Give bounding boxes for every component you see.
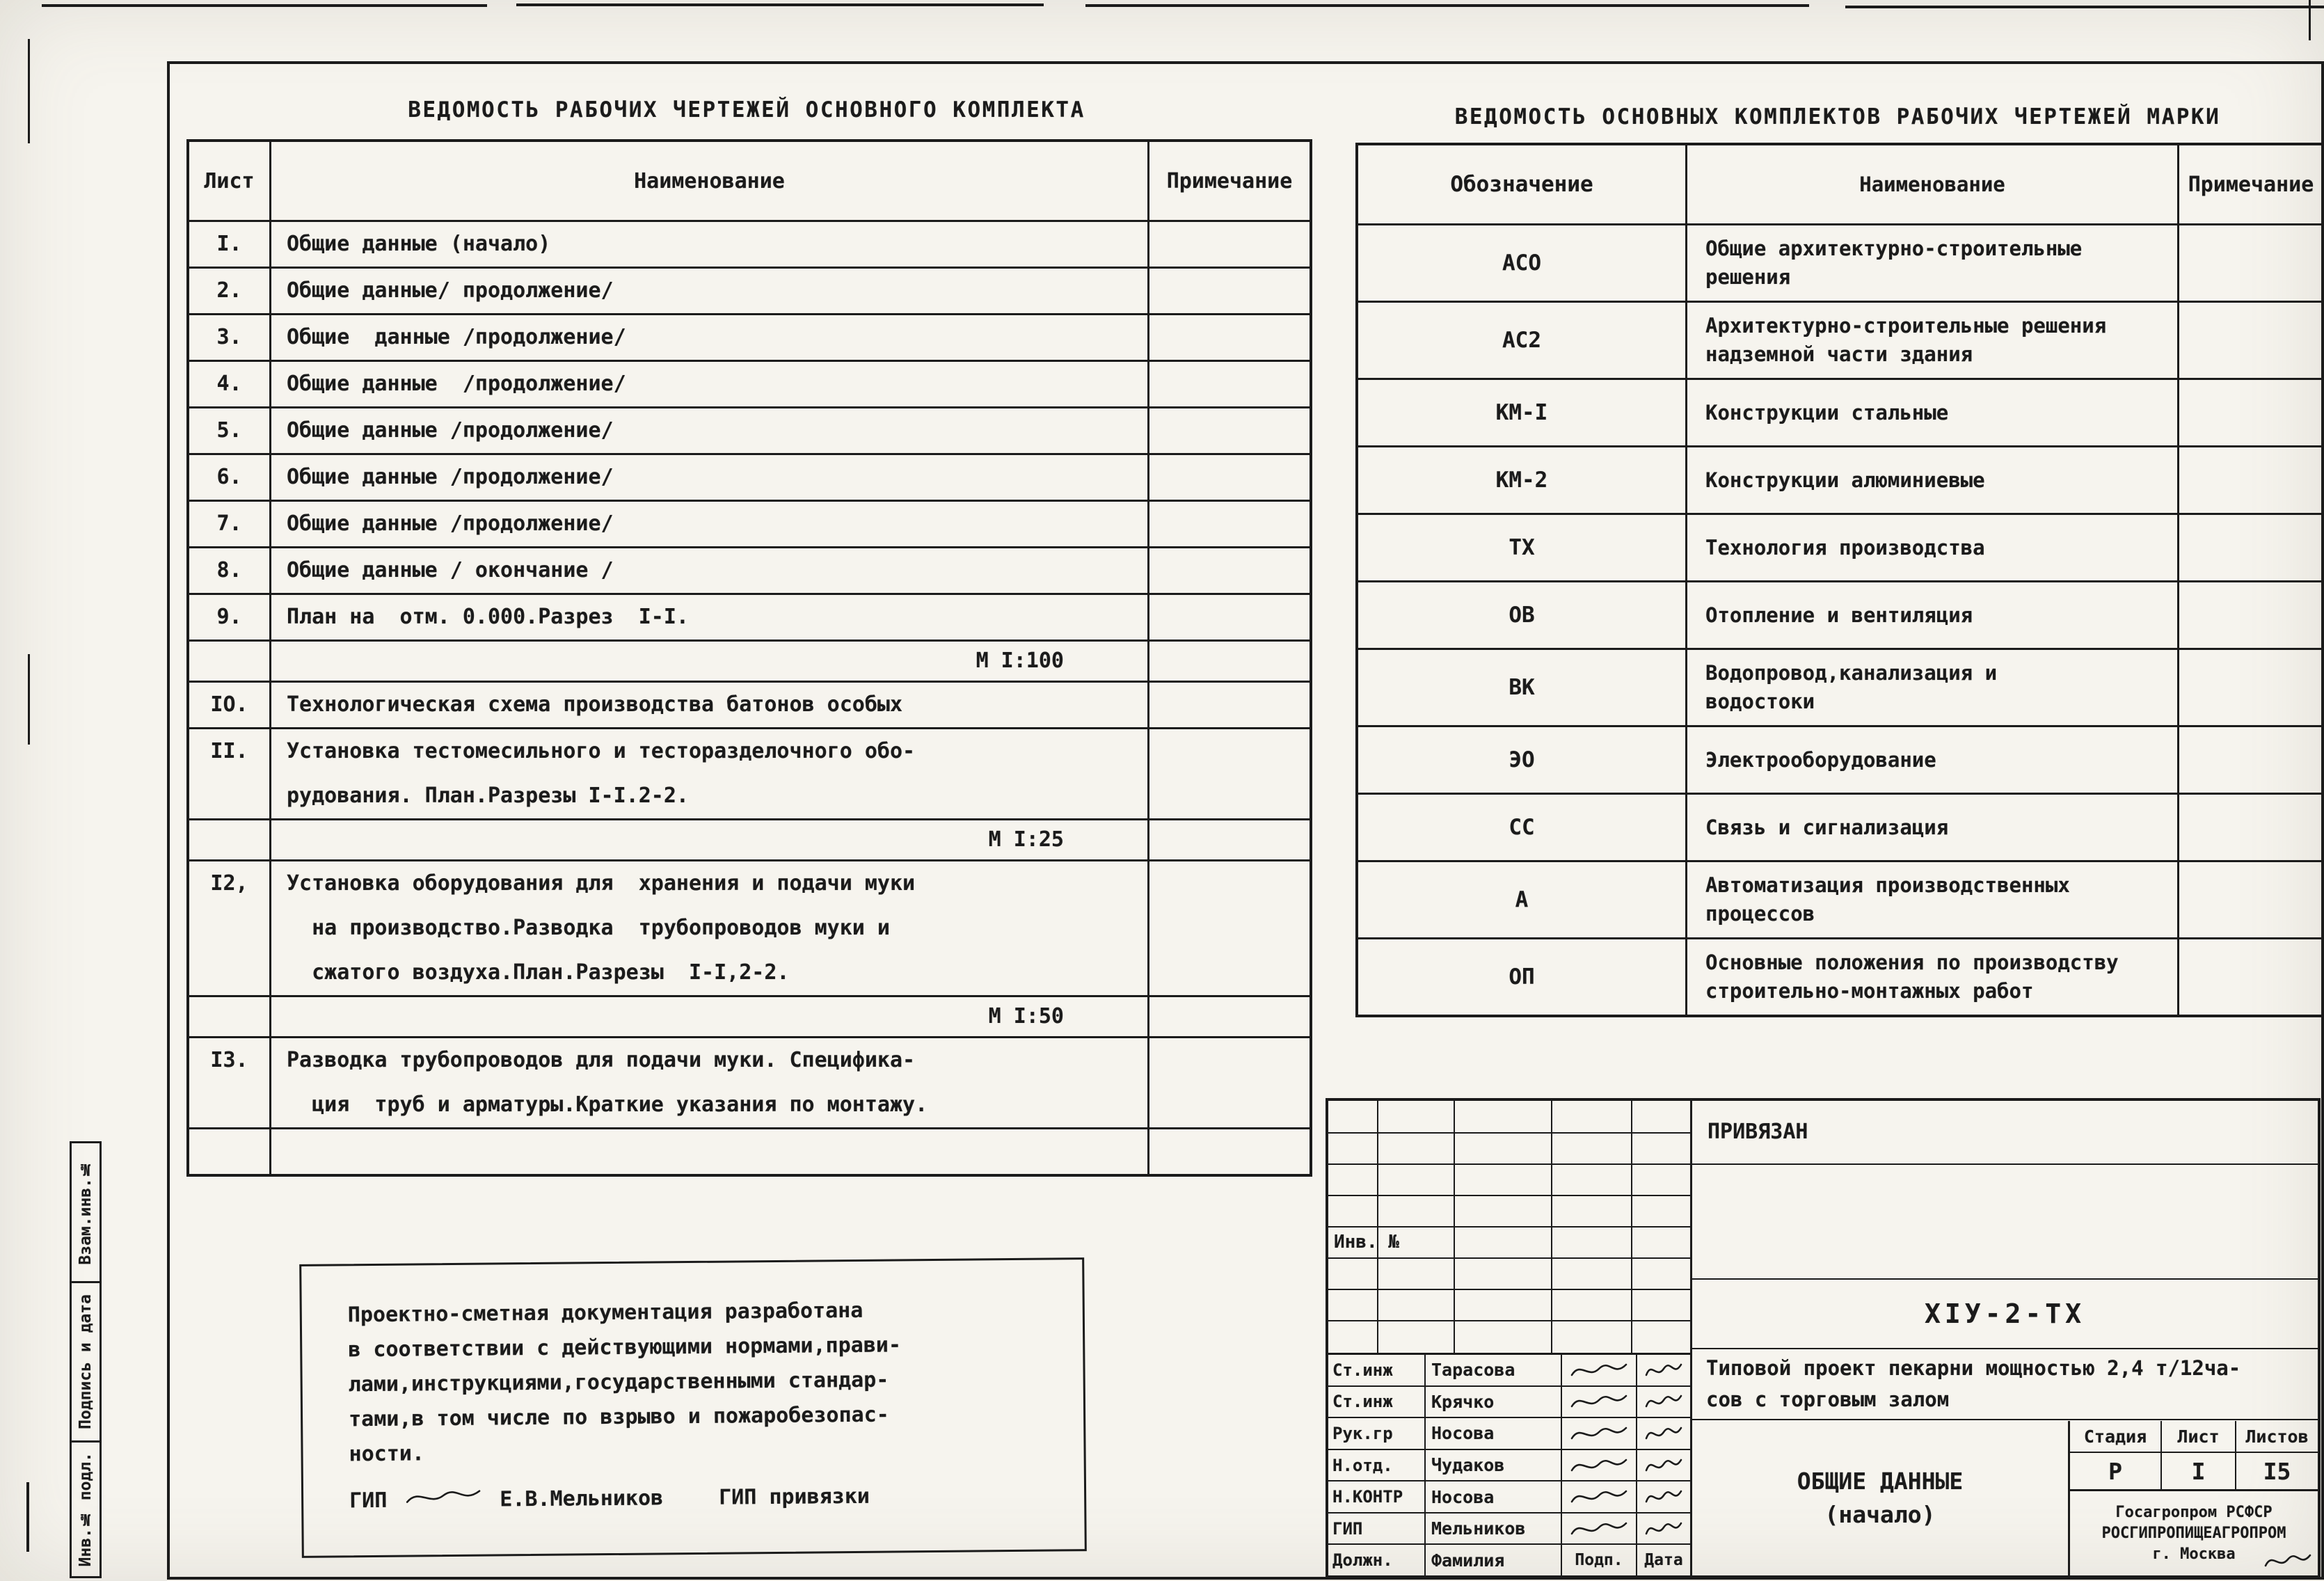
table-row [1358,580,2323,648]
table-row [1358,648,2323,725]
document-code: ХIУ-2-ТХ [1924,1298,2086,1329]
set-name-line: строительно-монтажных работ [1705,979,2034,1003]
drawing-name-line: Общие данные (начало) [287,232,551,256]
sheet-number: 7. [216,511,242,536]
signature-date-cell [1636,1481,1690,1512]
note-cell [1147,595,1310,639]
signature-row [1328,1355,1690,1385]
note-cell [1147,548,1310,593]
note-cell [1147,861,1310,995]
note-text-line: Проектно-сметная документация разработана [347,1298,863,1328]
signature-scribble [1644,1518,1683,1539]
drawing-name-cell [271,861,1147,995]
sheet-number [189,1129,269,1174]
drawing-name-cell [271,502,1147,546]
table-row [189,500,1310,546]
signature-scribble [405,1486,481,1514]
table-row [1358,223,2323,301]
note-cell [2177,380,2323,445]
sheet-number: 6. [216,465,242,489]
stamp-line [1692,1419,2318,1420]
sheet-number: 3. [216,325,242,349]
signature-name: Мельников [1424,1514,1561,1544]
table-row [189,313,1310,360]
note-text [348,1292,1084,1472]
drawing-name-cell [271,683,1147,727]
gip-label: ГИП [349,1488,388,1513]
margin-strip [70,1141,102,1578]
scan-artifact-line [28,654,30,745]
organization-line: РОСГИПРОПИЩЕАГРОПРОМ [2101,1524,2286,1542]
scale-cell [271,642,1147,681]
signature-scribble [1570,1486,1628,1507]
note-cell [1147,269,1310,313]
set-name-line: Электрооборудование [1705,747,1936,772]
note-box [299,1257,1087,1558]
sheet-number-cell [189,362,271,406]
drawing-name-line: Установка оборудования для хранения и подачи муки [287,871,916,896]
margin-label: Инв.№ подл. [77,1452,95,1567]
drawing-name-cell [271,408,1147,453]
signature-cell [1561,1418,1636,1449]
note-cell [2177,515,2323,580]
drawing-name-line: Общие данные / окончание / [287,558,614,582]
set-name-cell [1687,939,2177,1015]
drawing-name-line: Установка тестомесильного и тесторазделочного обо- [287,739,916,763]
signature-date-cell [1636,1450,1690,1481]
note-cell [1147,315,1310,360]
signature-row [1328,1543,1690,1575]
table-row [189,406,1310,453]
drawing-name-line: План на отм. 0.000.Разрез I-I. [287,605,689,629]
sheet-value: I [2191,1457,2206,1485]
set-name-cell [1687,447,2177,513]
stamp-grid-line [1328,1163,1690,1165]
signature-scribble [1644,1455,1683,1476]
set-code-cell: КМ-2 [1358,447,1687,513]
empty [189,997,269,1036]
table-row [1358,301,2323,378]
scan-artifact-line [28,39,30,143]
set-name-line: решения [1705,265,1791,289]
signature-cell [1561,1514,1636,1544]
binding-status-label: ПРИВЯЗАН [1708,1120,1808,1144]
signature-scribble [405,1486,481,1508]
drawing-name-cell [271,315,1147,360]
stamp-grid [1328,1101,1690,1353]
sheet-number-cell [189,1129,271,1174]
signature-name: Крячко [1424,1387,1561,1417]
signature-role: Должн. [1332,1550,1393,1571]
set-name-line: Конструкции алюминиевые [1705,468,1985,492]
set-name-cell [1687,303,2177,378]
stage-grid [2070,1421,2318,1489]
note-cell [1147,362,1310,406]
note-cell [1147,820,1310,859]
note-text-line: ности. [349,1441,425,1467]
sheet-number-cell [189,502,271,546]
set-code-cell: ЭО [1358,727,1687,793]
sheet-number: I. [216,232,242,256]
margin-box [72,1440,100,1576]
sheet-number-cell [189,729,271,818]
signature-date-cell: Дата [1636,1545,1690,1575]
right-table-header [1358,145,2323,223]
signature-row [1328,1385,1690,1417]
signature-name: Чудаков [1424,1450,1561,1481]
set-name-cell [1687,582,2177,648]
set-code-cell: СС [1358,795,1687,860]
table-row [1358,937,2323,1015]
right-table-title: ВЕДОМОСТЬ ОСНОВНЫХ КОМПЛЕКТОВ РАБОЧИХ ЧЕРТЕЖЕЙ МАРКИ [1454,104,2221,129]
sheet-header: Лист [2162,1421,2235,1453]
scan-artifact-line [2309,0,2311,40]
stamp-right [1692,1101,2318,1575]
signature-role: Н.отд. [1332,1455,1393,1475]
sheet-number-cell [189,861,271,995]
set-name-line: Конструкции стальные [1705,400,1949,424]
sheet-title-line: ОБЩИЕ ДАННЫЕ [1797,1468,1964,1495]
scan-artifact-line [516,3,1044,6]
drawing-name-line: Общие данные /продолжение/ [287,372,626,396]
signature-scribble [1570,1423,1628,1444]
sheet-number-cell [189,455,271,500]
sheet-number-cell [189,1038,271,1127]
signature-grid [1328,1355,1690,1575]
drawing-name-cell [271,455,1147,500]
signature-date-cell [1636,1418,1690,1449]
sheet-number: IO. [210,692,248,717]
sheet-number: 2. [216,278,242,303]
signature-role: Ст.инж [1332,1360,1393,1380]
sheet-number: 5. [216,418,242,443]
signature-role: ГИП [1332,1518,1363,1539]
scale-row [189,639,1310,681]
note-cell [1147,1129,1310,1174]
col-header-sheet: Лист [189,142,271,220]
signature-date-cell [1636,1514,1690,1544]
signature-row [1328,1512,1690,1544]
signature-row [1328,1480,1690,1512]
stage-header: Стадия [2070,1421,2160,1453]
set-code-cell: АС2 [1358,303,1687,378]
drawing-name-cell [271,595,1147,639]
set-name-cell [1687,650,2177,725]
margin-label: Взам.инв.№ [77,1159,95,1265]
stage-column [2070,1421,2160,1489]
stamp-grid-line [1328,1320,1690,1321]
set-name-line: Отопление и вентиляция [1705,603,1973,627]
set-name-cell [1687,795,2177,860]
table-row [189,593,1310,639]
set-code-cell: КМ-I [1358,380,1687,445]
signature-name: Фамилия [1424,1545,1561,1575]
signature-scribble [2263,1550,2312,1571]
drawing-name-line: Общие данные /продолжение/ [287,465,614,489]
scale-label: М I:50 [988,1004,1064,1028]
sheet-number-cell [189,683,271,727]
gip-signature-row [349,1481,1084,1514]
stamp-grid-line [1328,1226,1690,1228]
drawing-name-line: Общие данные/ продолжение/ [287,278,614,303]
note-cell [1147,729,1310,818]
stamp-grid-line [1377,1101,1378,1353]
project-name-line: сов с торговым залом [1706,1388,1950,1411]
sheet-number-cell [189,269,271,313]
drawing-name-cell [271,1129,1147,1174]
set-code-cell: АСО [1358,225,1687,301]
sheet-title-line: (начало) [1824,1501,1936,1528]
drawing-name-line: ция труб и арматуры.Краткие указания по монтажу. [287,1093,928,1117]
drawing-name-line: Общие данные /продолжение/ [287,325,626,349]
drawing-name-cell [271,729,1147,818]
stamp-grid-line [1551,1101,1552,1353]
set-name-cell [1687,225,2177,301]
gip-suffix: ГИП привязки [718,1484,870,1510]
note-text-line: лами,инструкциями,государственными стандар- [348,1367,889,1397]
signature-cell [1561,1387,1636,1417]
signature-scribble [1570,1391,1628,1412]
organization-line: г. Москва [2152,1545,2236,1563]
note-cell [1147,642,1310,681]
stamp-line [1692,1163,2318,1165]
signature-cell: Подп. [1561,1545,1636,1575]
set-name-line: Связь и сигнализация [1705,815,1949,839]
sheet-number: 8. [216,558,242,582]
signature-role: Рук.гр [1332,1423,1393,1443]
sheets-value: I5 [2263,1457,2291,1485]
sheets-column [2235,1421,2318,1489]
table-row [189,267,1310,313]
set-name-line: водостоки [1705,690,1815,713]
stamp-grid-line [1328,1132,1690,1134]
signature-scribble [1644,1486,1683,1507]
stage-value: Р [2108,1457,2122,1485]
sheet-number-cell [189,408,271,453]
scan-artifact-line [1085,4,1809,7]
set-name-line: Основные положения по производству [1705,951,2119,974]
margin-box [72,1143,100,1281]
sheet-number: 9. [216,605,242,629]
note-cell [2177,582,2323,648]
sheet-number: 4. [216,372,242,396]
drawing-name-cell [271,1038,1147,1127]
note-cell [2177,727,2323,793]
note-cell [1147,1038,1310,1127]
note-cell [2177,795,2323,860]
set-name-line: надземной части здания [1705,342,1973,366]
table-row [189,360,1310,406]
signature-scribble [1570,1455,1628,1476]
col-header-name: Наименование [634,168,785,193]
drawing-name-cell [271,362,1147,406]
set-name-line: Архитектурно-строительные решения [1705,314,2107,337]
set-name-cell [1687,727,2177,793]
drawing-name-line: Общие данные /продолжение/ [287,511,614,536]
set-name-cell [1687,380,2177,445]
col-header-name: Наименование [1859,172,2005,196]
signature-date-cell [1636,1355,1690,1385]
scale-label: М I:25 [988,827,1064,852]
table-row [1358,445,2323,513]
note-cell [1147,408,1310,453]
left-table [186,139,1312,1177]
table-row [189,681,1310,727]
margin-box [72,1281,100,1440]
signature-scribble [1644,1423,1683,1444]
signature-name: Носова [1424,1418,1561,1449]
sheet-number-cell [189,315,271,360]
set-code-cell: ТХ [1358,515,1687,580]
set-name-line: Технология производства [1705,535,1985,559]
sheets-header: Листов [2236,1421,2318,1453]
scale-row [189,818,1310,859]
note-cell [2177,862,2323,937]
sheet-number-cell [189,595,271,639]
drawing-name-line: Общие данные /продолжение/ [287,418,614,443]
set-name-line: Общие архитектурно-строительные [1705,237,2083,260]
gip-name: Е.В.Мельников [500,1485,664,1511]
set-code-cell: ОП [1358,939,1687,1015]
note-cell [1147,502,1310,546]
note-cell [2177,650,2323,725]
drawing-name-line: сжатого воздуха.План.Разрезы I-I,2-2. [287,960,790,985]
note-cell [2177,303,2323,378]
stamp-grid-line [1328,1257,1690,1259]
inventory-number-label: Инв. № [1334,1232,1399,1253]
table-row [1358,378,2323,445]
sheet-column [2160,1421,2235,1489]
sheet-number: I3. [210,1048,248,1072]
stamp-grid-line [1328,1195,1690,1196]
table-row [189,1036,1310,1127]
left-table-header [189,142,1310,220]
signature-cell [1561,1450,1636,1481]
set-name-line: процессов [1705,902,1815,925]
set-code-cell: А [1358,862,1687,937]
scale-cell [271,820,1147,859]
set-name-line: Водопровод,канализация и [1705,661,1998,685]
signature-cell [1561,1355,1636,1385]
drawing-name-cell [271,548,1147,593]
set-code-cell: ОВ [1358,582,1687,648]
table-row [189,859,1310,995]
left-table-title: ВЕДОМОСТЬ РАБОЧИХ ЧЕРТЕЖЕЙ ОСНОВНОГО КОМПЛЕКТА [408,97,1085,122]
note-cell [1147,683,1310,727]
handwritten-mark [2263,1550,2312,1574]
table-row [189,546,1310,593]
col-header-note: Примечание [2177,145,2323,223]
scale-label: М I:100 [976,649,1064,673]
sheet-number-cell [189,548,271,593]
stamp-grid-line [1631,1101,1632,1353]
col-header-note: Примечание [1147,142,1310,220]
table-row [189,1127,1310,1174]
margin-label: Подпись и дата [77,1294,95,1429]
signature-date-cell [1636,1387,1690,1417]
organization-line: Госагропром РСФСР [2115,1503,2273,1521]
sheet-number: I2, [210,871,248,896]
signature-scribble [1644,1360,1683,1381]
signature-name: Тарасова [1424,1355,1561,1385]
signature-row [1328,1417,1690,1449]
sheet-number-cell [189,997,271,1036]
empty [189,642,269,681]
drawing-name-cell [271,222,1147,267]
note-cell [1147,455,1310,500]
signature-scribble [1644,1391,1683,1412]
project-name-line: Типовой проект пекарни мощностью 2,4 т/12ча- [1706,1356,2241,1380]
signature-name: Носова [1424,1481,1561,1512]
set-code-cell: ВК [1358,650,1687,725]
table-row [1358,725,2323,793]
table-row [189,220,1310,267]
note-cell [1147,222,1310,267]
project-name [1706,1353,2305,1415]
sheet-number-cell [189,820,271,859]
sheet-number: II. [210,739,248,763]
scale-cell [271,997,1147,1036]
sheet-title [1692,1421,2068,1575]
stamp-line [1692,1348,2318,1349]
scan-artifact-line [42,4,487,7]
note-text-line: тами,в том числе по взрыво и пожаробезопас- [348,1402,889,1432]
drawing-name-line: рудования. План.Разрезы I-I.2-2. [287,784,689,808]
note-cell [1147,997,1310,1036]
drawing-name-line [287,1129,1147,1174]
sheet-number-cell [189,642,271,681]
table-row [1358,793,2323,860]
signature-scribble [1570,1518,1628,1539]
col-header-designation: Обозначение [1358,145,1687,223]
table-row [1358,860,2323,937]
scan-artifact-line [1845,6,2324,8]
note-cell [2177,447,2323,513]
right-table [1355,143,2324,1017]
signature-scribble [1570,1360,1628,1381]
scale-row [189,995,1310,1036]
drawing-name-line: Разводка трубопроводов для подачи муки. Специфика- [287,1048,916,1072]
table-row [1358,513,2323,580]
drawing-name-line: Технологическая схема производства батонов особых [287,692,903,717]
set-name-line: Автоматизация производственных [1705,873,2070,897]
note-cell [2177,225,2323,301]
scan-artifact-line [26,1482,29,1552]
table-row [189,453,1310,500]
set-name-cell [1687,862,2177,937]
organization-box [2070,1491,2318,1575]
signature-row [1328,1449,1690,1481]
note-text-line: в соответствии с действующими нормами,прави- [348,1333,902,1362]
signature-role: Н.КОНТР [1332,1487,1403,1507]
drawing-name-cell [271,269,1147,313]
signature-cell [1561,1481,1636,1512]
title-block [1326,1098,2321,1578]
sheet-number-cell [189,222,271,267]
signature-role: Ст.инж [1332,1392,1393,1412]
note-cell [2177,939,2323,1015]
stamp-grid-line [1328,1289,1690,1290]
drawing-name-line: на производство.Разводка трубопроводов муки и [287,916,890,940]
table-row [189,727,1310,818]
set-name-cell [1687,515,2177,580]
stamp-grid-line [1454,1101,1455,1353]
empty [189,820,269,859]
